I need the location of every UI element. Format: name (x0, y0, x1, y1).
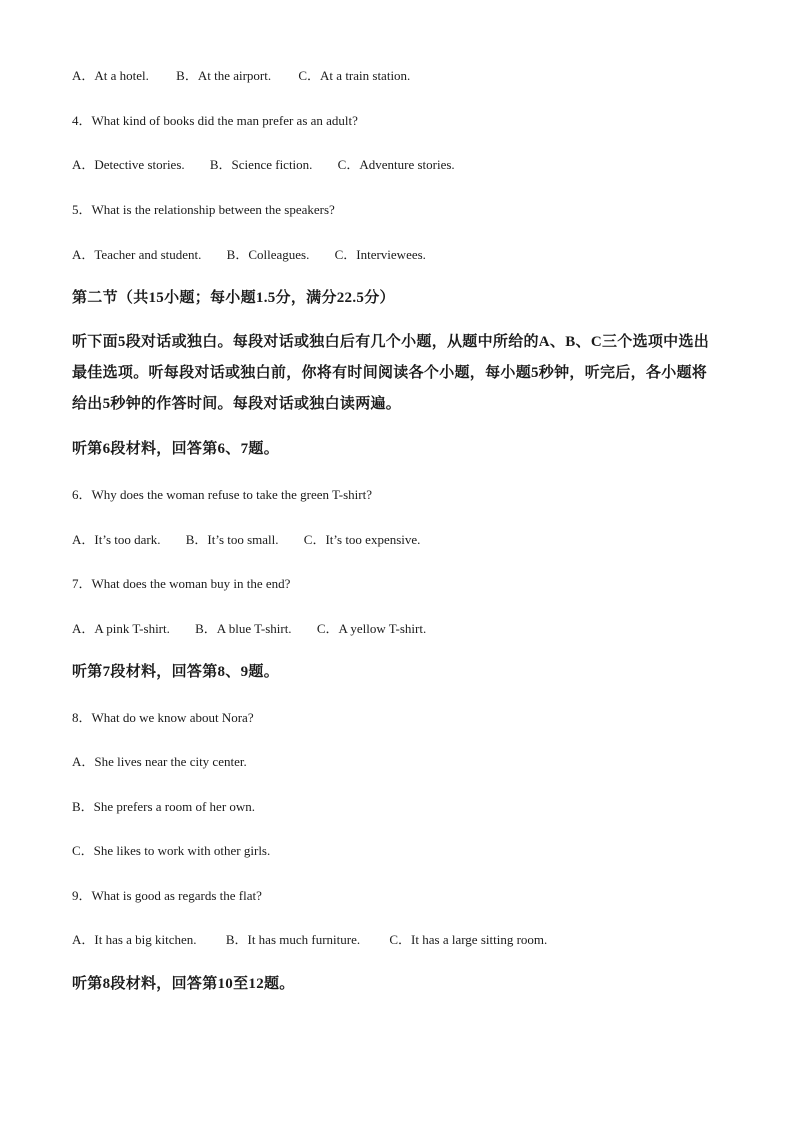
q8-option-a: A．She lives near the city center. (72, 754, 247, 769)
section-heading: 第二节（共15小题；每小题1.5分，满分22.5分） (72, 290, 395, 306)
q6-option-a: A．It’s too dark. (72, 532, 161, 547)
q8-option-b: B．She prefers a room of her own. (72, 799, 256, 814)
q3-option-b: B．At the airport. (176, 68, 272, 83)
q7-option-b: B．A blue T-shirt. (195, 621, 292, 636)
q8-option-c: C．She likes to work with other girls. (72, 843, 271, 858)
q5-option-a: A．Teacher and student. (72, 247, 202, 262)
material-7-heading: 听第7段材料，回答第8、9题。 (72, 664, 280, 680)
section-instructions: 听下面5段对话或独白。每段对话或独白后有几个小题，从题中所给的A、B、C三个选项中选出最佳选项。听每段对话或独白前，你将有时间阅读各个小题，每小题5秒钟，听完后，各小题将给出5秒钟的作答时间。每段对话或独白读两遍。 (72, 334, 710, 412)
q3-options (72, 67, 410, 85)
material-8-heading: 听第8段材料，回答第10至12题。 (72, 976, 295, 992)
q4-option-b: B．Science fiction. (209, 157, 313, 172)
q5-option-c: C．Interviewees. (334, 247, 426, 262)
q7-option-a: A．A pink T-shirt. (72, 621, 170, 636)
q7-question: 7．What does the woman buy in the end? (72, 576, 291, 591)
q4-options (72, 156, 455, 174)
q9-option-c: C．It has a large sitting room. (389, 932, 548, 947)
q7-option-c: C．A yellow T-shirt. (316, 621, 427, 636)
q6-option-c: C．It’s too expensive. (303, 532, 421, 547)
q9-options (72, 931, 547, 949)
q4-question: 4．What kind of books did the man prefer as an adult? (72, 113, 358, 128)
q9-option-b: B．It has much furniture. (225, 932, 361, 947)
q3-option-c: C．At a train station. (298, 68, 411, 83)
q6-question: 6．Why does the woman refuse to take the green T-shirt? (72, 487, 372, 502)
material-6-heading: 听第6段材料，回答第6、7题。 (72, 441, 280, 457)
q5-options (72, 246, 426, 264)
q6-option-b: B．It’s too small. (185, 532, 279, 547)
q5-option-b: B．Colleagues. (226, 247, 310, 262)
q5-question: 5．What is the relationship between the speakers? (72, 202, 335, 217)
q8-question: 8．What do we know about Nora? (72, 710, 254, 725)
q9-option-a: A．It has a big kitchen. (72, 932, 197, 947)
q4-option-a: A．Detective stories. (72, 157, 185, 172)
q3-option-a: A．At a hotel. (72, 68, 149, 83)
q6-options (72, 531, 420, 549)
q9-question: 9．What is good as regards the flat? (72, 888, 262, 903)
q4-option-c: C．Adventure stories. (337, 157, 455, 172)
q7-options (72, 620, 426, 638)
